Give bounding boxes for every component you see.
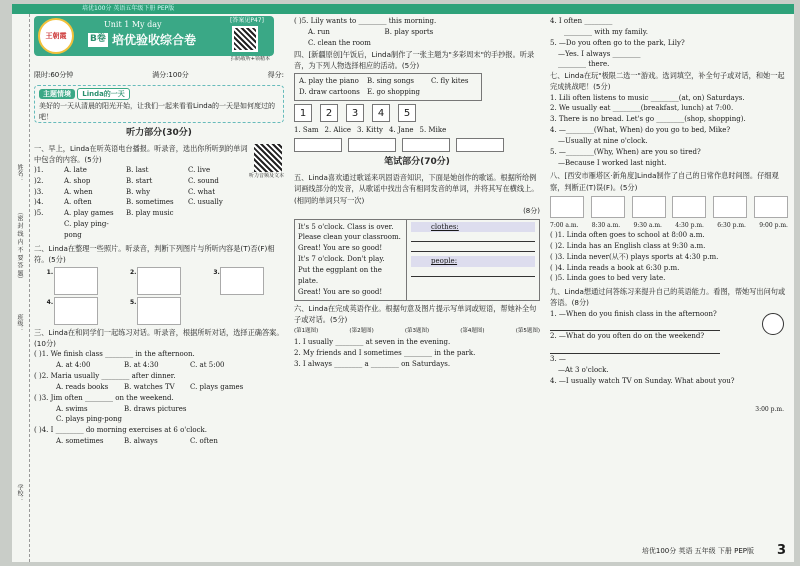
page-footer: 培优100分 英语 五年级 下册 PEP版 (641, 547, 754, 555)
photo-3: 3. (220, 267, 264, 295)
qr-note: 扫码收听+领精本 (230, 56, 270, 62)
q1-item[interactable]: )2. A. shop B. start C. sound (34, 176, 219, 185)
q6-items[interactable]: 1. I usually ________ at seven in the evening. 2. My friends and I sometimes ________ in the park. 3. I always ________ a ________ on Saturdays. (294, 338, 476, 369)
theme-tag: 主题情境 (39, 89, 75, 100)
q7-title: 七、Linda在玩"极限二选一"游戏。选词填空，补全句子或对话，和她一起完成挑战吧！(5分) (550, 71, 785, 92)
q5-answers[interactable]: clothes: people: (407, 220, 539, 300)
listening-title: 听力部分(30分) (126, 127, 192, 138)
q3-question[interactable]: ( )1. We finish class ________ in the afternoon. (34, 350, 195, 359)
column-3 (550, 16, 788, 413)
qr-code-icon[interactable] (232, 26, 258, 52)
name-label: 姓名： (16, 164, 23, 182)
q8-item[interactable]: ( )5. Linda goes to bed very late. (550, 274, 666, 283)
brand-logo: 王朝霞 (38, 18, 74, 54)
q3-title: 三、Linda在和同学们一起练习对话。听录音，根据所听对话，选择正确答案。(10分) (34, 328, 284, 349)
class-label: 班级： (16, 314, 23, 332)
q7-item[interactable]: —Because I worked last night. (558, 158, 667, 167)
q9-clock-time: 3:00 p.m. (755, 405, 784, 413)
q4-title: 四、[新疆原创]午饭后，Linda制作了一张主题为"多彩周末"的手抄报。听录音，为下列人物选择相应的活动。(5分) (294, 49, 535, 70)
exam-meta (34, 70, 284, 81)
q3-question[interactable]: ( )4. I ________ do morning exercises at 6 o'clock. (34, 426, 207, 435)
q3-options: A. at 4:00 B. at 4:30 C. at 5:00 (56, 361, 225, 370)
binding-margin (12, 14, 30, 562)
q8-items[interactable] (550, 230, 788, 284)
q3-options: C. plays ping-pong (56, 415, 122, 424)
page-number: 3 (776, 543, 786, 558)
q3-question[interactable]: ( )2. Maria usually ________ after dinner. (34, 372, 176, 381)
photo-4: 4. (54, 297, 98, 325)
q4-people: 1. Sam 2. Alice 3. Kitty 4. Jane 5. Mike (294, 125, 447, 134)
q7-item[interactable]: 4. —________(What, When) do you go to bed, Mike? (550, 126, 731, 135)
q1-item[interactable]: )4. A. often B. sometimes C. usually (34, 198, 223, 207)
column-2 (294, 16, 540, 370)
photo-5: 5. (137, 297, 181, 325)
q4-number-cards: 1 2 3 4 5 (294, 104, 540, 122)
q3-5: ( )5. Lily wants to ________ this morning. A. run B. play sports C. clean the room (294, 17, 437, 47)
listening-qr-icon[interactable] (254, 144, 282, 172)
time-limit: 限时:60分钟 (34, 70, 74, 79)
chant-line: Put the eggplant on the plate. (298, 266, 382, 285)
q7-item[interactable]: 3. There is no bread. Let's go ________(shop, shopping). (550, 115, 746, 124)
q6-title: 六、Linda在完成英语作业。根据句意及图片提示写单词或短语，帮她补全句子或对话。(5分) (294, 303, 537, 324)
q1-item[interactable]: )1. A. late B. last C. live (34, 165, 211, 174)
q2-pics-row1 (34, 267, 284, 295)
top-strip: 培优100分 英语五年级下册 PEP版 (12, 4, 794, 14)
q4-activities: A. play the piano B. sing songs C. fly kites D. draw cartoons E. go shopping (294, 73, 482, 101)
q3-items (34, 349, 284, 447)
q1-item[interactable]: )5. A. play games B. play music (34, 209, 174, 218)
q1-item[interactable]: )3. A. when B. why C. what (34, 187, 216, 196)
q7-item[interactable]: 2. We usually eat ________(breakfast, lunch) at 7:00. (550, 104, 734, 113)
photo-2: 2. (137, 267, 181, 295)
q3-options: A. reads books B. watches TV C. plays games (56, 382, 244, 391)
q8-item[interactable]: ( )2. Linda has an English class at 9:30 a.m. (550, 241, 706, 250)
school-label: 学校： (16, 484, 23, 502)
q3-question[interactable]: ( )3. Jim often ________ on the weekend. (34, 393, 174, 402)
full-score: 满分:100分 (152, 70, 189, 79)
q8-schedule-pics (550, 196, 788, 218)
q1-items (34, 165, 284, 241)
q2-title: 二、Linda在整理一些照片。听录音，判断下列图片与所听内容是(T)否(F)相符。(5分) (34, 243, 275, 264)
theme-text: 美好的一天从清晨的阳光开始，让我们一起来看看Linda的一天是如何度过的吧！ (39, 102, 276, 121)
q2-pics-row2 (34, 297, 284, 325)
q9-title: 九、Linda想通过问答练习来提升自己的英语能力。看图，帮她写出问句或答语。(8分) (550, 287, 786, 308)
q7-item[interactable]: 1. Lili often listens to music ________(at, on) Saturdays. (550, 93, 745, 102)
unit-title: Unit 1 My day (104, 20, 162, 29)
q6-pictures: (第1题图) (第2题图) (第3题图) (第4题图) (第5题图) (294, 327, 540, 334)
theme-name: Linda的一天 (77, 88, 130, 101)
score-field[interactable]: 得分: (267, 70, 284, 79)
q5-title: 五、Linda喜欢通过歌谣来巩固语音知识，下面是她创作的歌谣。根据所给例词画线部分的发音，从歌谣中找出含有相同发音的单词，并将其写在横线上。(相同的单词只写一次) (294, 173, 539, 205)
q6-continued[interactable]: 4. I often ________ ________ with my family. 5. —Do you often go to the park, Lily? —Yes. I always ________ ________ there. (550, 17, 685, 69)
chant-line: It's 5 o'clock. Class is over. (298, 222, 394, 231)
q8-item[interactable]: ( )3. Linda never(从不) plays sports at 4:30 p.m. (550, 252, 719, 261)
q7-item[interactable]: —Usually at nine o'clock. (558, 136, 648, 145)
workbook-page (12, 4, 794, 562)
header-banner (34, 16, 274, 56)
q5-chant-table (294, 219, 540, 301)
q3-options: A. sometimes B. always C. often (56, 437, 218, 446)
q8-item[interactable]: ( )1. Linda often goes to school at 8:00 a.m. (550, 231, 705, 240)
q7-items[interactable] (550, 93, 788, 169)
seal-note: （密 封 线 内 不 要 答 题） (16, 209, 23, 283)
paper-label: B卷 (88, 33, 108, 47)
answer-ref: [答案见P47] (230, 17, 264, 24)
q7-item[interactable]: 5. —________(Why, When) are you so tired? (550, 147, 701, 156)
paper-title: 培优验收综合卷 (112, 33, 197, 47)
q3-options: A. swims B. draws pictures (56, 404, 187, 413)
clock-icon (762, 313, 784, 335)
chant-line: Great! You are so good! (298, 244, 383, 253)
q1-title: 一、早上，Linda在听英语电台播报。听录音，选出你所听到的单词中包含的内容。(5分) (34, 143, 248, 164)
chant-line: Great! You are so good! (298, 287, 383, 296)
chant-line: It's 7 o'clock. Don't play. (298, 255, 385, 264)
chant-line: Please clean your classroom. (298, 233, 401, 242)
theme-box (34, 85, 284, 123)
q4-answer-boxes[interactable] (294, 138, 540, 152)
q1-item[interactable]: C. play ping-pong (64, 220, 109, 239)
listening-qr-note: 听力音频及文本 (248, 173, 284, 179)
column-1 (34, 16, 284, 447)
q8-title: 八、[西安市雁塔区·新角度]Linda制作了自己的日常作息时间图。仔细观察，判断正(T)误(F)。(5分) (550, 171, 779, 192)
q8-times: 7:00 a.m. 8:30 a.m. 9:30 a.m. 4:30 p.m. 6:30 p.m. 9:00 p.m. (550, 221, 788, 229)
photo-1: 1. (54, 267, 98, 295)
q9-items[interactable]: 1. —When do you finish class in the afternoon? 2. —What do you often do on the weekend? 3. — —At 3 o'clock. 3:00 p.m. 4. —I usually watch TV on Sunday. What about you? (550, 309, 784, 413)
written-title: 笔试部分(70分) (384, 157, 450, 168)
chant-lines (295, 220, 407, 300)
q8-item[interactable]: ( )4. Linda reads a book at 6:30 p.m. (550, 263, 680, 272)
q5-score: (8分) (523, 206, 540, 215)
